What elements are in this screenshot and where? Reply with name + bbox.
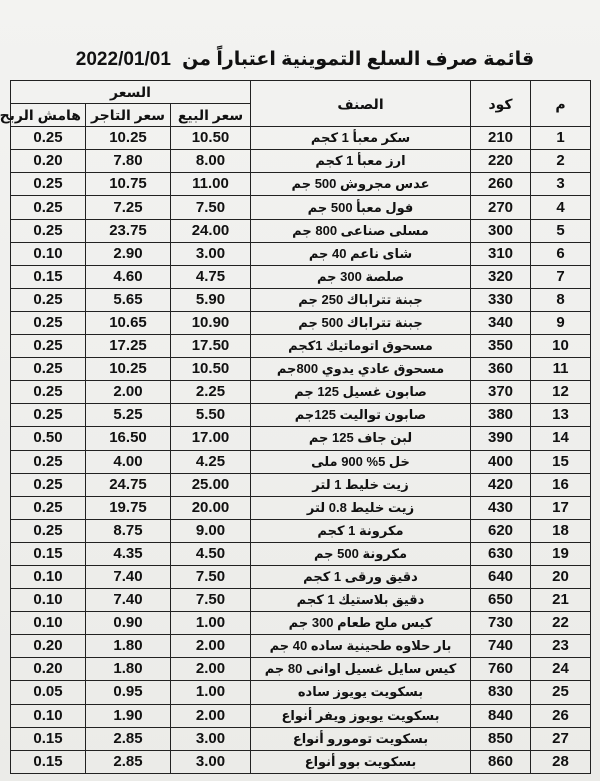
cell-code: 430 — [471, 496, 531, 519]
cell-profit-margin: 0.10 — [11, 612, 86, 635]
cell-trader-price: 1.90 — [86, 704, 171, 727]
cell-profit-margin: 0.20 — [11, 150, 86, 173]
cell-code: 260 — [471, 173, 531, 196]
cell-selling-price: 25.00 — [171, 473, 251, 496]
cell-index: 16 — [531, 473, 591, 496]
cell-profit-margin: 0.25 — [11, 127, 86, 150]
cell-index: 26 — [531, 704, 591, 727]
cell-item-name: بسكويت يويوز ساده — [251, 681, 471, 704]
cell-selling-price: 2.00 — [171, 635, 251, 658]
cell-trader-price: 2.00 — [86, 381, 171, 404]
cell-index: 11 — [531, 358, 591, 381]
cell-code: 840 — [471, 704, 531, 727]
cell-code: 380 — [471, 404, 531, 427]
cell-selling-price: 2.00 — [171, 658, 251, 681]
table-row — [11, 127, 591, 150]
table-header — [0, 81, 591, 127]
cell-code: 330 — [471, 288, 531, 311]
header-selling-price: سعر البيع — [171, 104, 251, 127]
cell-profit-margin: 0.20 — [11, 635, 86, 658]
cell-selling-price: 4.25 — [171, 450, 251, 473]
cell-index: 10 — [531, 335, 591, 358]
cell-item-name: بسكويت يويوز ويفر أنواع — [251, 704, 471, 727]
cell-index: 9 — [531, 311, 591, 334]
cell-code: 860 — [471, 750, 531, 773]
cell-code: 420 — [471, 473, 531, 496]
cell-selling-price: 5.90 — [171, 288, 251, 311]
cell-code: 730 — [471, 612, 531, 635]
cell-item-name: عدس مجروش 500 جم — [251, 173, 471, 196]
cell-index: 18 — [531, 519, 591, 542]
cell-profit-margin: 0.15 — [11, 750, 86, 773]
cell-index: 22 — [531, 612, 591, 635]
cell-item-name: دقيق ورقى 1 كجم — [251, 565, 471, 588]
cell-trader-price: 24.75 — [86, 473, 171, 496]
cell-selling-price: 7.50 — [171, 196, 251, 219]
cell-index: 28 — [531, 750, 591, 773]
cell-trader-price: 10.25 — [86, 127, 171, 150]
cell-item-name: كيس ملح طعام 300 جم — [251, 612, 471, 635]
cell-selling-price: 20.00 — [171, 496, 251, 519]
header-profit-margin: هامش الربح — [11, 104, 86, 127]
cell-selling-price: 7.50 — [171, 565, 251, 588]
cell-trader-price: 0.95 — [86, 681, 171, 704]
cell-item-name: جبنة تتراباك 500 جم — [251, 311, 471, 334]
cell-profit-margin: 0.10 — [11, 242, 86, 265]
cell-selling-price: 10.90 — [171, 311, 251, 334]
cell-code: 850 — [471, 727, 531, 750]
cell-index: 14 — [531, 427, 591, 450]
cell-index: 4 — [531, 196, 591, 219]
cell-profit-margin: 0.25 — [11, 381, 86, 404]
table-row — [11, 450, 591, 473]
table-row — [11, 542, 591, 565]
cell-index: 27 — [531, 727, 591, 750]
cell-selling-price: 17.00 — [171, 427, 251, 450]
cell-trader-price: 10.75 — [86, 173, 171, 196]
cell-index: 20 — [531, 565, 591, 588]
cell-index: 7 — [531, 265, 591, 288]
cell-index: 24 — [531, 658, 591, 681]
header-price-group: السعر — [11, 81, 251, 104]
cell-trader-price: 10.65 — [86, 311, 171, 334]
table-row — [11, 727, 591, 750]
price-table — [0, 80, 591, 774]
cell-code: 620 — [471, 519, 531, 542]
cell-index: 19 — [531, 542, 591, 565]
cell-item-name: بسكويت تومورو أنواع — [251, 727, 471, 750]
table-body — [11, 127, 591, 774]
cell-item-name: ارز معبأ 1 كجم — [251, 150, 471, 173]
cell-selling-price: 1.00 — [171, 681, 251, 704]
table-row — [11, 404, 591, 427]
cell-code: 320 — [471, 265, 531, 288]
table-row — [11, 311, 591, 334]
table-row — [11, 473, 591, 496]
cell-index: 2 — [531, 150, 591, 173]
table-row — [11, 496, 591, 519]
cell-item-name: خل 5% 900 ملى — [251, 450, 471, 473]
cell-profit-margin: 0.25 — [11, 173, 86, 196]
cell-selling-price: 9.00 — [171, 519, 251, 542]
cell-code: 830 — [471, 681, 531, 704]
table-row — [11, 750, 591, 773]
cell-item-name: زيت خليط 1 لتر — [251, 473, 471, 496]
cell-index: 1 — [531, 127, 591, 150]
table-row — [11, 150, 591, 173]
cell-item-name: جبنة تتراباك 250 جم — [251, 288, 471, 311]
cell-trader-price: 5.65 — [86, 288, 171, 311]
cell-profit-margin: 0.15 — [11, 727, 86, 750]
cell-code: 350 — [471, 335, 531, 358]
cell-code: 390 — [471, 427, 531, 450]
cell-code: 740 — [471, 635, 531, 658]
cell-selling-price: 7.50 — [171, 589, 251, 612]
cell-selling-price: 3.00 — [171, 727, 251, 750]
header-trader-price: سعر التاجر — [86, 104, 171, 127]
table-row — [11, 288, 591, 311]
cell-trader-price: 7.80 — [86, 150, 171, 173]
cell-index: 13 — [531, 404, 591, 427]
cell-index: 23 — [531, 635, 591, 658]
table-row — [11, 589, 591, 612]
cell-item-name: سكر معبأ 1 كجم — [251, 127, 471, 150]
cell-item-name: فول معبأ 500 جم — [251, 196, 471, 219]
cell-code: 370 — [471, 381, 531, 404]
cell-item-name: مسحوق عادي يدوي 800جم — [251, 358, 471, 381]
table-row — [11, 196, 591, 219]
cell-code: 220 — [471, 150, 531, 173]
cell-code: 300 — [471, 219, 531, 242]
cell-item-name: بار حلاوه طحينية ساده 40 جم — [251, 635, 471, 658]
cell-profit-margin: 0.15 — [11, 265, 86, 288]
cell-trader-price: 16.50 — [86, 427, 171, 450]
cell-trader-price: 19.75 — [86, 496, 171, 519]
cell-trader-price: 2.85 — [86, 727, 171, 750]
cell-profit-margin: 0.25 — [11, 404, 86, 427]
cell-code: 650 — [471, 589, 531, 612]
title-text: قائمة صرف السلع التموينية اعتباراً من — [182, 49, 535, 70]
cell-trader-price: 17.25 — [86, 335, 171, 358]
table-row — [11, 681, 591, 704]
cell-trader-price: 4.60 — [86, 265, 171, 288]
cell-selling-price: 1.00 — [171, 612, 251, 635]
cell-code: 760 — [471, 658, 531, 681]
cell-code: 340 — [471, 311, 531, 334]
cell-selling-price: 3.00 — [171, 750, 251, 773]
cell-item-name: مكرونة 1 كجم — [251, 519, 471, 542]
table-row — [11, 519, 591, 542]
table-row — [11, 381, 591, 404]
header-code: كود — [471, 81, 531, 127]
cell-item-name: زيت خليط 0.8 لتر — [251, 496, 471, 519]
cell-trader-price: 1.80 — [86, 635, 171, 658]
cell-code: 640 — [471, 565, 531, 588]
cell-item-name: لبن جاف 125 جم — [251, 427, 471, 450]
table-row — [11, 635, 591, 658]
cell-item-name: دقيق بلاستيك 1 كجم — [251, 589, 471, 612]
cell-trader-price: 8.75 — [86, 519, 171, 542]
cell-profit-margin: 0.25 — [11, 196, 86, 219]
cell-item-name: صلصة 300 جم — [251, 265, 471, 288]
cell-item-name: كيس سايل غسيل اوانى 80 جم — [251, 658, 471, 681]
cell-profit-margin: 0.25 — [11, 288, 86, 311]
cell-profit-margin: 0.05 — [11, 681, 86, 704]
document-title — [60, 48, 550, 71]
table-row — [11, 265, 591, 288]
cell-trader-price: 10.25 — [86, 358, 171, 381]
table-row — [11, 565, 591, 588]
cell-trader-price: 7.40 — [86, 589, 171, 612]
cell-index: 6 — [531, 242, 591, 265]
cell-selling-price: 3.00 — [171, 242, 251, 265]
cell-profit-margin: 0.25 — [11, 496, 86, 519]
cell-selling-price: 2.00 — [171, 704, 251, 727]
cell-trader-price: 5.25 — [86, 404, 171, 427]
cell-index: 8 — [531, 288, 591, 311]
cell-selling-price: 2.25 — [171, 381, 251, 404]
cell-profit-margin: 0.25 — [11, 311, 86, 334]
cell-code: 210 — [471, 127, 531, 150]
cell-selling-price: 10.50 — [171, 358, 251, 381]
cell-item-name: شاى ناعم 40 جم — [251, 242, 471, 265]
cell-trader-price: 2.90 — [86, 242, 171, 265]
cell-profit-margin: 0.10 — [11, 565, 86, 588]
cell-index: 25 — [531, 681, 591, 704]
cell-profit-margin: 0.15 — [11, 542, 86, 565]
cell-trader-price: 7.25 — [86, 196, 171, 219]
table-row — [11, 612, 591, 635]
cell-item-name: صابون تواليت 125جم — [251, 404, 471, 427]
header-item-name: الصنف — [251, 81, 471, 127]
table-row — [11, 704, 591, 727]
cell-code: 400 — [471, 450, 531, 473]
cell-profit-margin: 0.25 — [11, 450, 86, 473]
cell-item-name: بسكويت بوو أنواع — [251, 750, 471, 773]
cell-code: 270 — [471, 196, 531, 219]
cell-index: 21 — [531, 589, 591, 612]
cell-trader-price: 7.40 — [86, 565, 171, 588]
cell-trader-price: 4.00 — [86, 450, 171, 473]
cell-selling-price: 8.00 — [171, 150, 251, 173]
cell-code: 360 — [471, 358, 531, 381]
cell-profit-margin: 0.25 — [11, 335, 86, 358]
cell-item-name: مسلى صناعى 800 جم — [251, 219, 471, 242]
cell-selling-price: 11.00 — [171, 173, 251, 196]
table-row — [11, 173, 591, 196]
cell-profit-margin: 0.25 — [11, 519, 86, 542]
table-row — [11, 427, 591, 450]
cell-index: 12 — [531, 381, 591, 404]
cell-selling-price: 5.50 — [171, 404, 251, 427]
cell-item-name: صابون غسيل 125 جم — [251, 381, 471, 404]
cell-code: 310 — [471, 242, 531, 265]
cell-index: 17 — [531, 496, 591, 519]
cell-selling-price: 4.75 — [171, 265, 251, 288]
cell-item-name: مكرونة 500 جم — [251, 542, 471, 565]
cell-index: 3 — [531, 173, 591, 196]
cell-index: 15 — [531, 450, 591, 473]
cell-profit-margin: 0.25 — [11, 219, 86, 242]
cell-trader-price: 4.35 — [86, 542, 171, 565]
cell-trader-price: 0.90 — [86, 612, 171, 635]
cell-code: 630 — [471, 542, 531, 565]
cell-profit-margin: 0.10 — [11, 589, 86, 612]
cell-profit-margin: 0.10 — [11, 704, 86, 727]
cell-item-name: مسحوق اتوماتيك 1كجم — [251, 335, 471, 358]
title-date: 2022/01/01 — [75, 49, 171, 70]
cell-selling-price: 4.50 — [171, 542, 251, 565]
cell-profit-margin: 0.50 — [11, 427, 86, 450]
cell-trader-price: 1.80 — [86, 658, 171, 681]
cell-selling-price: 24.00 — [171, 219, 251, 242]
cell-trader-price: 23.75 — [86, 219, 171, 242]
cell-selling-price: 17.50 — [171, 335, 251, 358]
cell-profit-margin: 0.25 — [11, 358, 86, 381]
table-row — [11, 242, 591, 265]
cell-profit-margin: 0.25 — [11, 473, 86, 496]
cell-profit-margin: 0.20 — [11, 658, 86, 681]
cell-trader-price: 2.85 — [86, 750, 171, 773]
cell-selling-price: 10.50 — [171, 127, 251, 150]
table-row — [11, 335, 591, 358]
table-row — [11, 658, 591, 681]
table-row — [11, 219, 591, 242]
cell-index: 5 — [531, 219, 591, 242]
header-index: م — [531, 81, 591, 127]
table-row — [11, 358, 591, 381]
